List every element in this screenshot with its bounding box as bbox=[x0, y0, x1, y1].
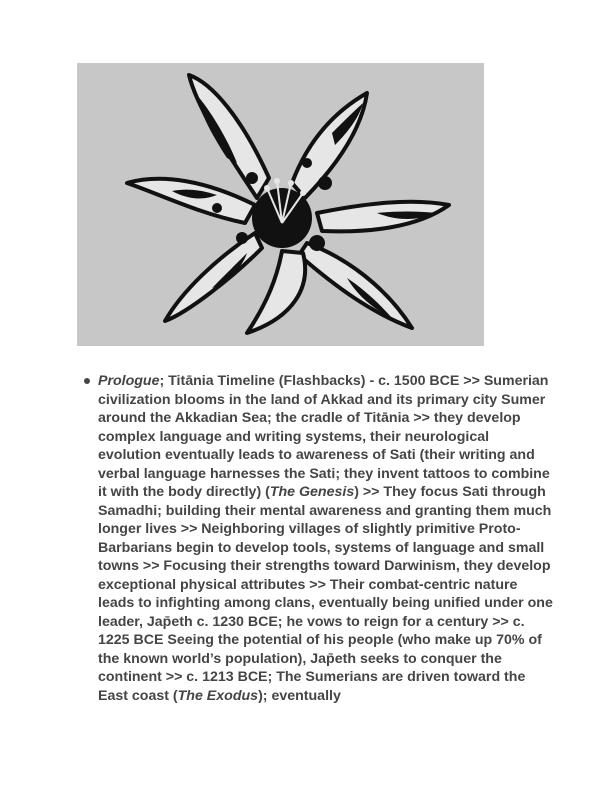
timeline-paragraph bbox=[84, 372, 554, 705]
timeline-text-1: ; Titānia Timeline (Flashbacks) - c. 1500 BCE >> Sumerian civilization blooms in the land of Akkad and its primary city Sumer around the Akkadian Sea; the cradle of Titānia >> they develop complex language and writing systems, their neurological evolution eventually leads to awareness of Sati (their writing and verbal language harnesses the Sati; they invent tattoos to combine it with the body directly) ( bbox=[98, 373, 550, 500]
lily-illustration bbox=[77, 63, 484, 346]
timeline-text-3: ); eventually bbox=[258, 687, 341, 704]
lily-flower-icon bbox=[77, 63, 484, 346]
timeline-text-2: ) >> They focus Sati through Samadhi; building their mental awareness and granting them much longer lives >> Neighboring villages of slightly primitive Proto-Barbarians begin to develop tools, systems of language and small towns >> Focusing their strengths toward Darwinism, they develop exceptional physical attributes >> Their combat-centric nature leads to infighting among clans, eventually being unified under one leader, Jap̄eth c. 1230 BCE; he vows to reign for a century >> c. 1225 BCE Seeing the potential of his people (who make up 70% of the known world’s population), Jap̄eth seeks to conquer the continent >> c. 1213 BCE; The Sumerians are driven toward the East coast ( bbox=[98, 484, 553, 704]
bullet-icon bbox=[84, 378, 90, 384]
prologue-label: Prologue bbox=[98, 373, 160, 389]
timeline-list bbox=[84, 372, 554, 705]
genesis-label: The Genesis bbox=[269, 484, 355, 500]
exodus-label: The Exodus bbox=[177, 687, 259, 704]
